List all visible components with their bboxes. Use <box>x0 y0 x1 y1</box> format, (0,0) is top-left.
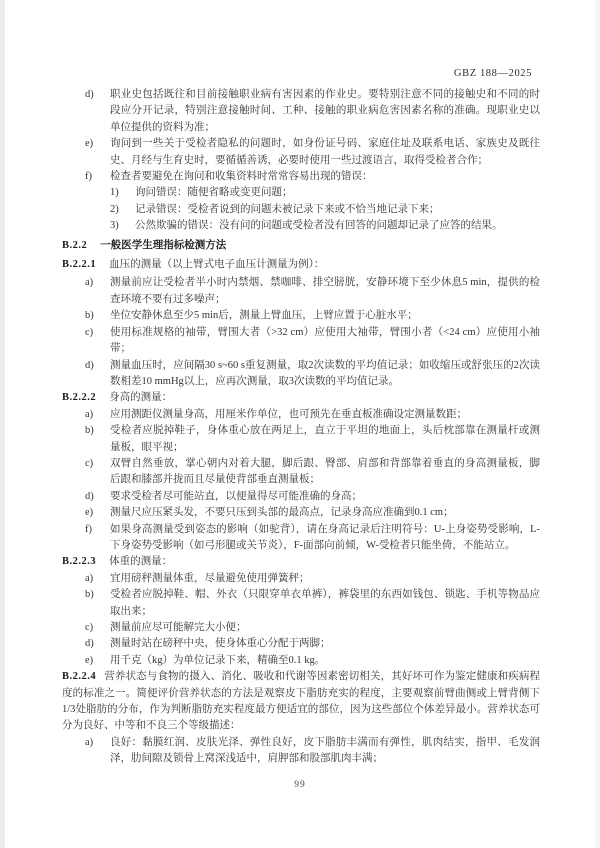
section-title: 血压的测量（以上臂式电子血压计测量为例）： <box>109 259 325 271</box>
list-item <box>62 587 540 620</box>
list-item-label: e) <box>85 507 94 519</box>
list-item <box>62 358 540 391</box>
list-item <box>62 275 540 308</box>
list-item-text: 使用标准规格的袖带，臂围大者（>32 cm）应使用大袖带，臂围小者（<24 cm）应使用小袖带； <box>110 326 540 355</box>
section-paragraph-b224 <box>62 669 540 735</box>
list-item <box>62 522 540 555</box>
section-number: B.2.2.3 <box>62 556 97 568</box>
list-item-text: 询问错误：随便省略或变更问题； <box>135 187 293 199</box>
list-item-label: b) <box>85 589 94 601</box>
list-item-text: 受检者应脱掉鞋、帽、外衣（只限穿单衣单裤），裤袋里的东西如钱包、锁匙、手机等物品应取出来； <box>110 589 540 617</box>
list-item-label: 1) <box>110 187 119 199</box>
document-body <box>62 87 540 768</box>
list-item <box>62 87 540 136</box>
list-item <box>62 735 540 768</box>
section-number: B.2.2.1 <box>62 259 97 271</box>
list-item-label: 3) <box>110 220 119 232</box>
list-item-label: d) <box>85 490 94 502</box>
scan-edge-left <box>0 0 5 848</box>
list-item-label: c) <box>85 622 94 633</box>
list-item-text: 记录错误：受检者说到的问题未被记录下来或不恰当地记录下来； <box>135 203 440 215</box>
list-item-label: a) <box>85 277 94 289</box>
list-item <box>62 325 540 358</box>
list-item-label: a) <box>85 736 94 748</box>
list-item <box>62 407 540 423</box>
list-item-text: 职业史包括既往和目前接触职业病有害因素的作业史。要特别注意不同的接触史和不同的时段应分开记录，特别注意接触时间、工种、接触的职业病危害因素名称的准确。现职业史以单位提供的资料为准； <box>110 89 540 133</box>
list-item-label: e) <box>85 138 94 150</box>
list-item-text: 测量前应让受检者半小时内禁烟、禁咖啡、排空膀胱，安静环境下至少休息5 min，提供的检查环境不要有过多噪声； <box>110 277 540 305</box>
section-title: 体重的测量： <box>109 556 173 568</box>
list-item <box>62 136 540 169</box>
list-item-label: f) <box>85 171 92 183</box>
list-item-label: a) <box>85 408 94 420</box>
list-item-text: 测量时站在磅秤中央，使身体重心分配于两脚； <box>110 638 331 650</box>
list-item-text: 双臂自然垂放，掌心朝内对着大腿，脚后跟、臀部、肩部和背部靠着垂直的身高测量板，脚后跟和膝部并拢而且尽量使背部垂直测量板； <box>110 457 540 486</box>
scan-edge-right <box>595 0 600 848</box>
section-number: B.2.2.2 <box>62 392 97 404</box>
list-item-text: 坐位安静休息至少5 min后，测量上臂血压，上臂应置于心脏水平； <box>110 310 418 322</box>
list-item-label: f) <box>85 523 92 535</box>
section-number: B.2.2 <box>62 239 88 251</box>
list-item-label: e) <box>85 654 94 666</box>
section-heading-b22 <box>62 238 540 254</box>
list-item <box>62 505 540 521</box>
list-item-text: 用千克（kg）为单位记录下来，精确至0.1 kg。 <box>110 654 326 666</box>
list-item-text: 应用测距仪测量身高，用厘米作单位，也可预先在垂直板准确设定测量数距； <box>110 408 467 420</box>
section-heading-b223 <box>62 554 540 570</box>
sub-list-item <box>62 202 540 218</box>
section-title: 身高的测量： <box>109 392 173 404</box>
list-item-label: b) <box>85 310 94 322</box>
list-item-text: 宜用磅秤测量体重，尽量避免使用弹簧秤； <box>110 572 310 584</box>
list-item-label: d) <box>85 638 94 650</box>
list-item-label: a) <box>85 572 94 584</box>
paragraph-text: 营养状态与食物的摄入、消化、吸收和代谢等因素密切相关，其好坏可作为鉴定健康和疾病程度的标准之一。简便评价营养状态的方法是观察皮下脂肪充实的程度，主要观察前臂曲侧或上臂背侧下1/3处脂肪的分布，作为判断脂肪充实程度最方便适宜的部位，因为这些部位个体差异最小。营养状态可分为良好、中等和不良三个等级描述： <box>62 671 540 732</box>
standard-number: GBZ 188—2025 <box>453 68 532 79</box>
section-heading-b222 <box>62 390 540 406</box>
list-item-text: 要求受检者尽可能站直，以便量得尽可能准确的身高； <box>110 490 362 502</box>
list-item <box>62 571 540 587</box>
section-heading-b221 <box>62 257 540 273</box>
list-item-text: 公然欺骗的错误：没有问的问题或受检者没有回答的问题却记录了应答的结果。 <box>135 220 503 232</box>
list-item-text: 受检者应脱掉鞋子，身体重心放在两足上，直立于平坦的地面上，头后枕部靠在测量杆或测量板，眼平视； <box>110 425 540 453</box>
list-item-text: 如果身高测量受到姿态的影响（如驼背），请在身高记录后注明符号：U-上身姿势受影响，L-下身姿势受影响（如弓形腿或关节炎），F-面部向前倾，W-受检者只能坐倚，不能站立。 <box>110 523 540 551</box>
list-item <box>62 456 540 489</box>
section-title: 一般医学生理指标检测方法 <box>100 239 227 251</box>
section-number: B.2.2.4 <box>62 671 97 683</box>
list-item <box>62 423 540 456</box>
list-item-text: 良好：黏膜红润、皮肤光泽、弹性良好，皮下脂肪丰满而有弹性，肌肉结实，指甲、毛发润泽，肋间隙及锁骨上窝深浅适中，肩胛部和股部肌肉丰满； <box>110 736 540 765</box>
list-item-text: 测量血压时，应间隔30 s~60 s重复测量，取2次读数的平均值记录；如收缩压或舒张压的2次读数相差10 mmHg以上，应再次测量，取3次读数的平均值记录。 <box>110 359 540 387</box>
list-item <box>62 620 540 636</box>
list-item-label: d) <box>85 359 94 371</box>
sub-list-item <box>62 185 540 201</box>
list-item <box>62 653 540 669</box>
list-item-text: 测量前应尽可能解完大小便； <box>110 622 247 633</box>
list-item-text: 测量尺应压紧头发，不要只压到头部的最高点，记录身高应准确到0.1 cm； <box>110 507 454 519</box>
list-item-text: 检查者要避免在询问和收集资料时常常容易出现的错误： <box>110 171 373 183</box>
list-item <box>62 489 540 505</box>
list-item-label: d) <box>85 89 94 100</box>
list-item-text: 询问到一些关于受检者隐私的问题时，如身份证号码、家庭住址及联系电话、家族史及既往史、月经与生育史时，要循循善诱，必要时使用一些过渡语言，取得受检者合作； <box>110 138 540 166</box>
page-number: 99 <box>294 780 306 790</box>
sub-list-item <box>62 218 540 234</box>
list-item <box>62 308 540 324</box>
list-item <box>62 636 540 652</box>
list-item <box>62 169 540 185</box>
list-item-label: c) <box>85 457 94 469</box>
list-item-label: c) <box>85 326 94 338</box>
list-item-label: b) <box>85 425 94 437</box>
list-item-label: 2) <box>110 203 119 215</box>
